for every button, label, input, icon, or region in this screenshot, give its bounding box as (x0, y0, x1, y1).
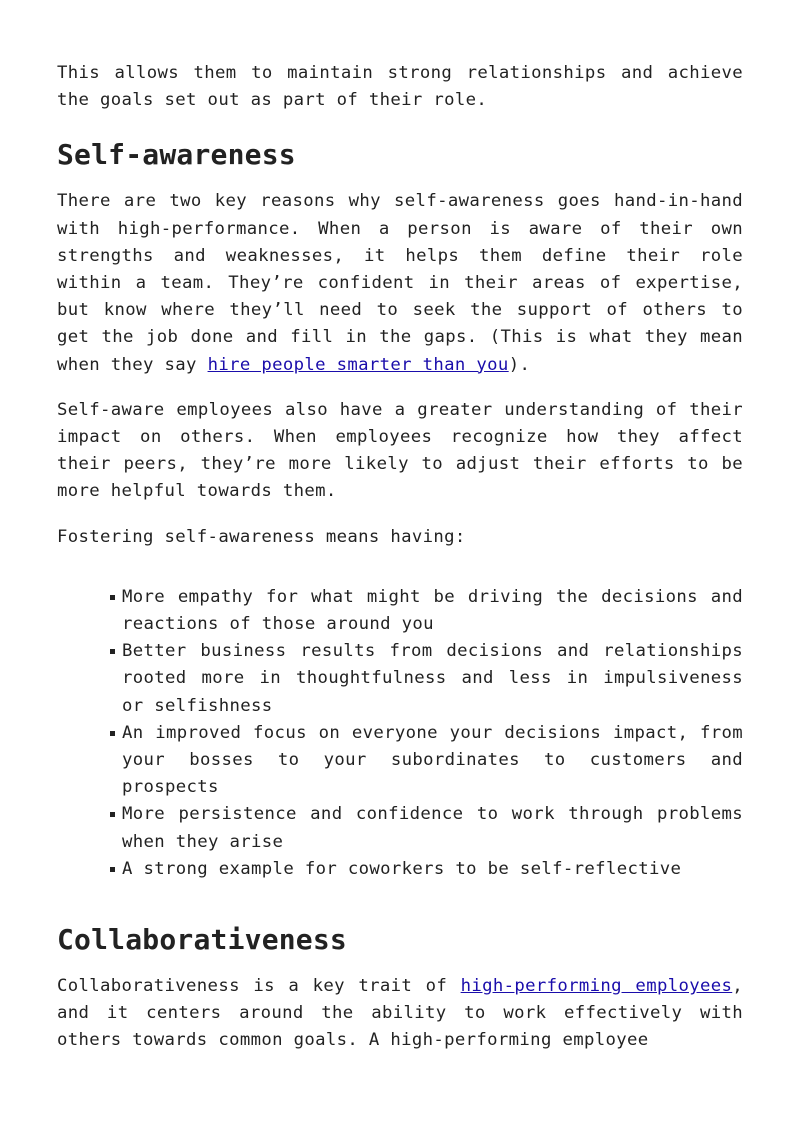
list-item-text: More persistence and confidence to work through problems when they arise (122, 804, 743, 852)
fostering-intro-paragraph: Fostering self-awareness means having: (57, 526, 466, 547)
square-bullet-icon (110, 812, 115, 817)
section-heading-collaborativeness: Collaborativeness (57, 923, 347, 957)
paragraph-text: There are two key reasons why self-awareness goes hand-in-hand with high-performance. When a person is aware of their own strengths and weaknesses, it helps them define their role within a team. They’re confident in their areas of expertise, but know where they’ll need to seek the support of others to get the job done and fill in the gaps. (This is what they mean when they say (57, 191, 743, 375)
square-bullet-icon (110, 731, 115, 736)
square-bullet-icon (110, 595, 115, 600)
square-bullet-icon (110, 867, 115, 872)
section-heading-self-awareness: Self-awareness (57, 138, 296, 172)
list-item-text: More empathy for what might be driving the decisions and reactions of those around you (122, 586, 743, 635)
self-awareness-paragraph-1 (57, 188, 743, 378)
document-page (57, 60, 743, 1055)
list-item-text: Better business results from decisions and relationships rooted more in thoughtfulness and less in impulsiveness or selfishness (122, 641, 743, 716)
collaborativeness-paragraph-1 (57, 973, 743, 1055)
self-awareness-benefits-list (57, 584, 743, 883)
paragraph-text: , and it centers around the ability to work effectively with others towards common goals. A high-performing employee (57, 976, 743, 1051)
hire-people-smarter-link[interactable]: hire people smarter than you (207, 354, 509, 375)
square-bullet-icon (110, 649, 115, 654)
list-item (57, 801, 743, 855)
intro-paragraph: This allows them to maintain strong relationships and achieve the goals set out as part of their role. (57, 63, 743, 111)
high-performing-employees-link[interactable]: high-performing employees (460, 976, 733, 997)
self-awareness-paragraph-2: Self-aware employees also have a greater understanding of their impact on others. When employees recognize how they affect their peers, they’re more likely to adjust their efforts to be more helpful towards them. (57, 399, 743, 502)
list-item (57, 856, 743, 883)
list-item (57, 720, 743, 802)
list-item-text: An improved focus on everyone your decisions impact, from your bosses to your subordinates to customers and prospects (122, 722, 743, 798)
list-item-text: A strong example for coworkers to be self-reflective (122, 858, 682, 879)
list-item (57, 638, 743, 720)
paragraph-text: ). (508, 354, 531, 375)
paragraph-text: Collaborativeness is a key trait of (57, 976, 461, 997)
list-item (57, 584, 743, 638)
